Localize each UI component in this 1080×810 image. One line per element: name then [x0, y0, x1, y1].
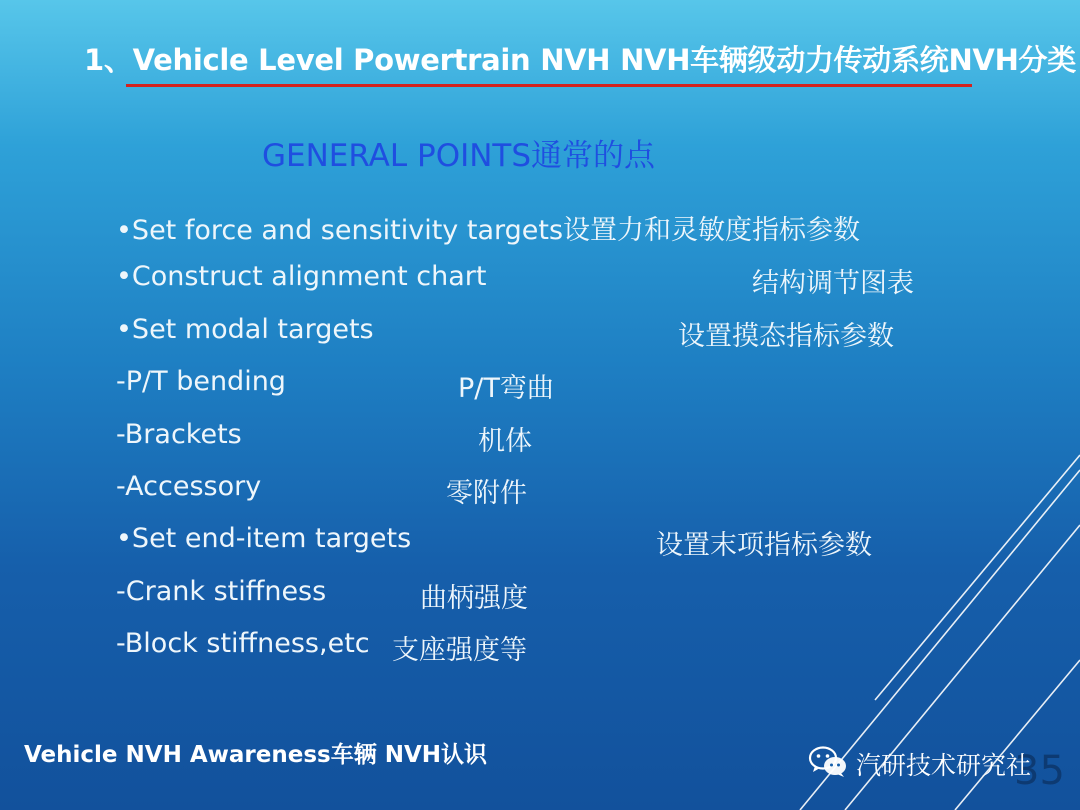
page-number: 35	[1014, 748, 1065, 794]
list-item-text: -Crank stiffness	[116, 576, 327, 607]
list-item-text: •Set end-item targets	[116, 523, 412, 554]
list-item-translation: 机体	[478, 426, 532, 457]
title-underline	[126, 84, 972, 87]
list-item-translation: P/T弯曲	[458, 373, 554, 404]
list-item-translation: 设置末项指标参数	[656, 530, 872, 561]
list-item-translation: 设置摸态指标参数	[678, 321, 894, 352]
list-item-translation: 曲柄强度	[420, 583, 528, 614]
list-item-translation: 结构调节图表	[752, 268, 914, 299]
list-item-text: -Block stiffness,etc	[116, 628, 370, 659]
watermark	[808, 745, 1031, 783]
watermark-text: 汽研技术研究社	[856, 751, 1032, 780]
list-item-text: •Construct alignment chart	[116, 261, 487, 292]
page-title: 1、Vehicle Level Powertrain NVH NVH车辆级动力传动系统NVH分类	[84, 43, 1076, 77]
list-item-translation: 零附件	[446, 478, 527, 509]
list-item-text: -Brackets	[116, 419, 242, 450]
list-item-text: -Accessory	[116, 471, 262, 502]
subtitle: GENERAL POINTS通常的点	[262, 138, 656, 174]
list-item-text: •Set modal targets	[116, 314, 374, 345]
list-item-text: •Set force and sensitivity targets设置力和灵敏度指标参数	[116, 215, 861, 246]
wechat-icon	[808, 745, 848, 783]
list-item-text: -P/T bending	[116, 366, 286, 397]
list-item-translation: 支座强度等	[392, 635, 527, 666]
footer-text: Vehicle NVH Awareness车辆 NVH认识	[24, 742, 487, 768]
